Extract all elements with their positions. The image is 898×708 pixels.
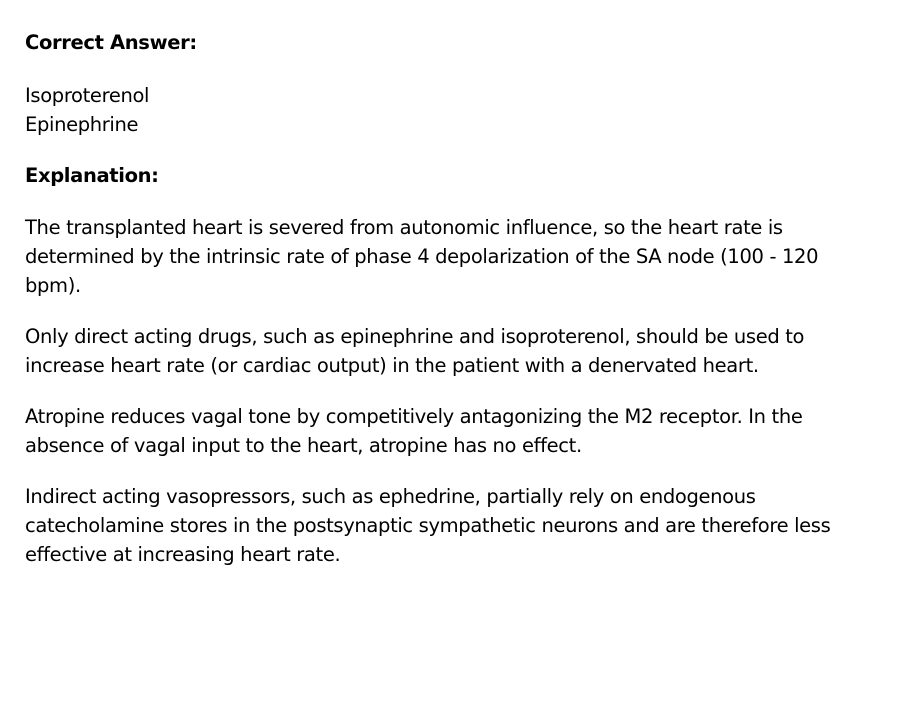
explanation-paragraph: The transplanted heart is severed from autonomic influence, so the heart rate is determined by the intrinsic rate of phase 4 depolarization of the SA node (100 - 120 bpm). (25, 216, 819, 297)
explanation-paragraph: Indirect acting vasopressors, such as ephedrine, partially rely on endogenous catecholamine stores in the postsynaptic sympathetic neurons and are therefore less effective at increasing heart rate. (25, 485, 831, 566)
correct-answer-heading: Correct Answer: (25, 31, 197, 54)
correct-answer-item: Epinephrine (25, 113, 139, 136)
explanation-paragraph: Atropine reduces vagal tone by competitively antagonizing the M2 receptor. In the absence of vagal input to the heart, atropine has no effect. (25, 405, 803, 457)
correct-answer-item: Isoproterenol (25, 84, 150, 107)
explanation-paragraph: Only direct acting drugs, such as epinephrine and isoproterenol, should be used to increase heart rate (or cardiac output) in the patient with a denervated heart. (25, 325, 805, 377)
correct-answer-list (25, 81, 865, 139)
explanation-panel (25, 28, 865, 569)
explanation-heading: Explanation: (25, 164, 159, 187)
